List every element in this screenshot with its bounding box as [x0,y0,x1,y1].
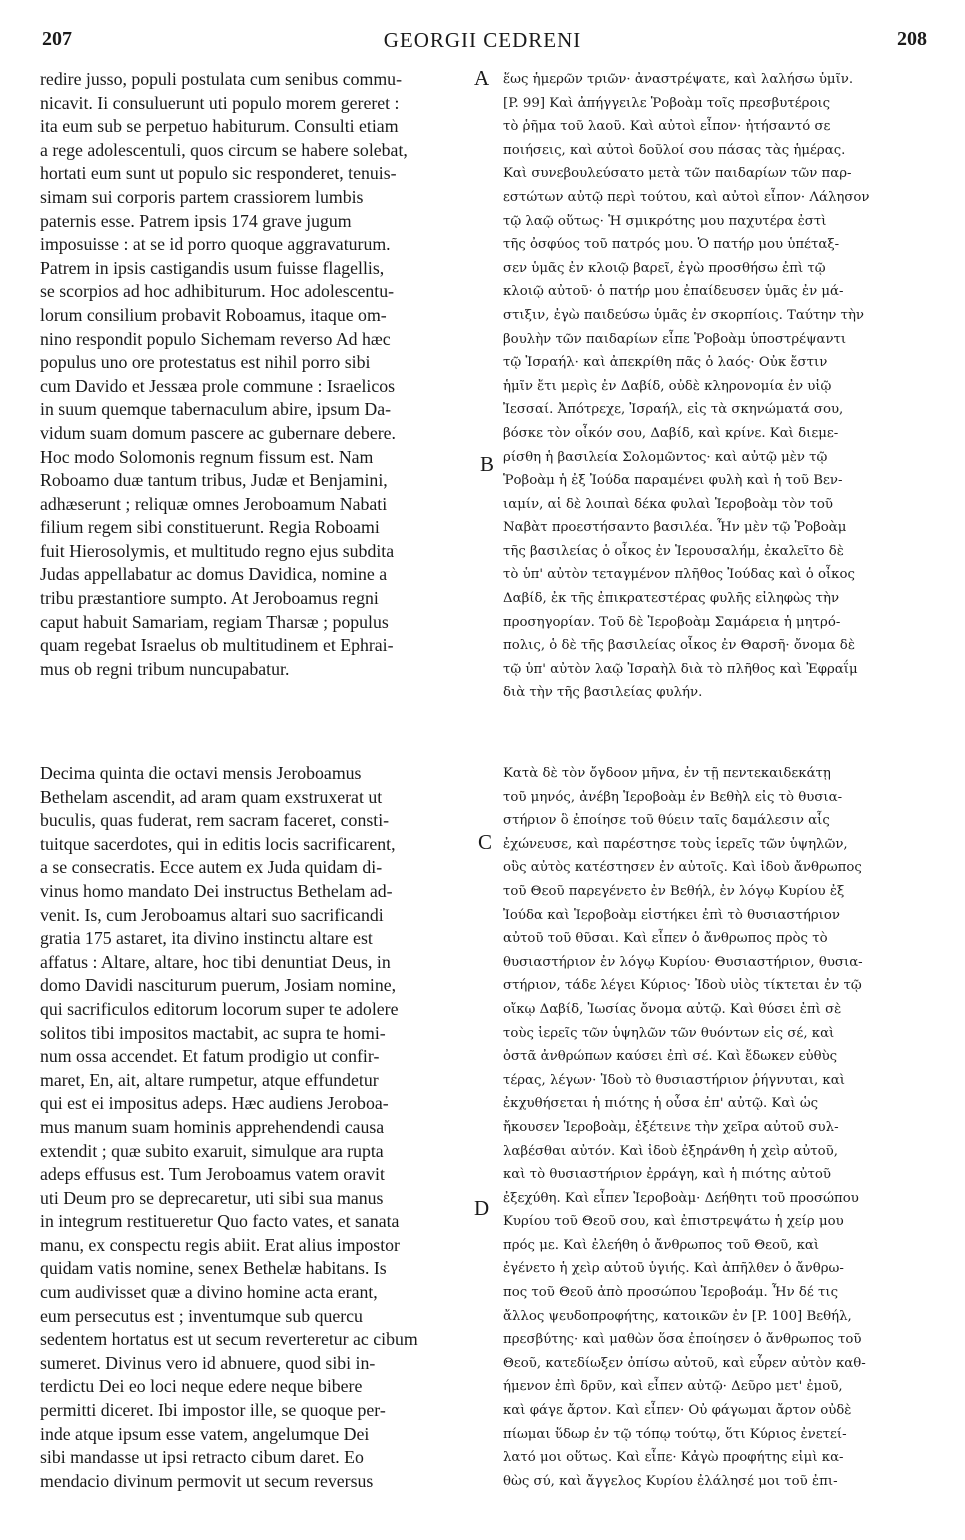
text-line: Ἰεσσαί. Ἀπότρεχε, Ἰσραήλ, εἰς τὰ σκηνώματά σου, [503,402,844,418]
text-line: τοῦ μηνός, ἀνέβη Ἱεροβοὰμ ἐν Βεθὴλ εἰς τὸ θυσια- [503,789,843,805]
text-line: σεν ὑμᾶς ἐν κλοιῷ βαρεῖ, ἐγὼ προσθήσω ἐπὶ τῷ [503,260,826,276]
text-line: τὸ ῥῆμα τοῦ λαοῦ. Καὶ αὐτοὶ εἶπον· ἠτήσαντό σε [503,119,831,135]
text-line: in integrum restitueretur Quo facto vates, et sanata [40,1211,400,1232]
text-line: populus uno ore protestatus est nihil porro sibi [40,352,371,373]
text-line: ήμενον ἐπὶ δρῦν, καὶ εἶπεν αὐτῷ· Δεῦρο μετ' ἐμοῦ, [503,1379,843,1395]
text-line: nino respondit populo Sichemam reverso Ad hæc [40,328,391,349]
text-line: manu, ex conspectu regis abiit. Erat alius impostor [40,1234,400,1255]
text-line: Patrem in ipsis castigandis usum fuisse flagellis, [40,257,385,278]
text-line: Δαβίδ, ἐκ τῆς ἐπικρατεστέρας φυλῆς εἰληφὼς τὴν [503,591,840,607]
text-line: διὰ τὴν τῆς βασιλείας φυλήν. [503,685,703,701]
text-line: adeps effusus est. Tum Jeroboamus vatem oravit [40,1164,385,1185]
text-line: πρός με. Καὶ ἐλεήθη ὁ ἄνθρωπος τοῦ Θεοῦ, καὶ [503,1237,820,1253]
text-line: Roboamo duæ tantum tribus, Judæ et Benjamini, [40,470,388,491]
text-line: paternis esse. Patrem ipsis 174 grave jugum [40,210,352,231]
text-line: uti Deum pro se deprecaretur, uti sibi sua manus [40,1187,384,1208]
text-line: qui est ei impositus adeps. Hæc audiens Jeroboa- [40,1093,389,1114]
text-line: τῷ λαῷ οὕτως· Ἡ σμικρότης μου παχυτέρα ἐστὶ [503,213,827,229]
text-line: ποιήσεις, καὶ αὐτοὶ δοῦλοί σου πάσας τὰς ἡμέρας. [503,142,846,158]
text-line: domo Davidi nasciturum puerum, Josiam nomine, [40,975,397,996]
text-line: πολις, ὁ δὲ τῆς βασιλείας οἶκος ἐν Θαρσῆ· ὄνομα δὲ [503,638,855,654]
text-line: gratia 175 astaret, ita divino instinctu altare est [40,928,373,949]
text-line: στήριον ὃ ἐποίησε τοῦ θύειν ταῖς δαμάλεσιν αἷς [503,813,830,829]
page-header [0,28,965,58]
text-line: inde atque ipsum esse vatem, angelumque Dei [40,1423,370,1444]
text-line: sumeret. Divinus vero id abnuere, quod sibi in- [40,1352,376,1373]
text-line: ita eum sub se perpetuo habiturum. Consulti etiam [40,116,399,137]
text-line: caput habuit Samariam, regiam Tharsæ ; populus [40,611,389,632]
text-line: ἐκχυθήσεται ἡ πιότης ἡ οὖσα ἐπ' αὐτῷ. Καὶ ὡς [503,1096,819,1112]
text-line: ἤκουσεν Ἱεροβοὰμ, ἐξέτεινε τὴν χεῖρα αὐτοῦ συλ- [503,1119,839,1135]
text-line: eum persecutus est ; inventumque sub quercu [40,1305,363,1326]
text-line: a se consecratis. Ecce autem ex Juda quidam di- [40,857,383,878]
text-line: ἐγένετο ἡ χεὶρ αὐτοῦ ὑγιής. Καὶ ἀπῆλθεν ὁ ἄνθρω- [503,1261,844,1277]
right-page-number: 208 [897,28,927,50]
text-line: Ῥοβοὰμ ἡ ἐξ Ἰούδα παραμένει φυλὴ καὶ ἡ τοῦ Βεν- [503,473,843,489]
text-line: τοῦ Θεοῦ παρεγένετο ἐν Βεθήλ, ἐν λόγῳ Κυρίου ἐξ [503,883,845,899]
text-line: a rege adolescentuli, quos circum se habere solebat, [40,139,408,160]
text-line: nicavit. Ii consuluerunt uti populo morem gereret : [40,92,400,113]
text-line: ἄλλος ψευδοπροφήτης, κατοικῶν ἐν [P. 100] Βεθήλ, [503,1308,852,1324]
text-line: αὐτοῦ τοῦ θῦσαι. Καὶ εἶπεν ὁ ἄνθρωπος πρὸς τὸ [503,931,828,947]
text-line: ἐξεχύθη. Καὶ εἶπεν Ἱεροβοὰμ· Δεήθητι τοῦ προσώπου [503,1190,859,1206]
text-line: λατό μοι οὕτως. Καὶ εἶπε· Κἀγὼ προφήτης εἰμὶ κα- [503,1450,844,1466]
text-line: πρεσβύτης· καὶ μαθὼν ὅσα ἐποίησεν ὁ ἄνθρωπος τοῦ [503,1332,862,1348]
text-line: τῆς βασιλείας ὁ οἶκος ἐν Ἱερουσαλήμ, ἐκαλεῖτο δὲ [503,543,844,559]
text-line: quidam vatis nomine, senex Bethelæ habitans. Is [40,1258,387,1279]
text-line: βουλὴν τῶν παιδαρίων εἶπε Ῥοβοὰμ ὑποστρέψαντι [503,331,847,347]
text-line: πος τοῦ Θεοῦ ἀπὸ προσώπου Ἱεροβοάμ. Ἦν δέ τις [503,1285,839,1301]
text-line: solitos tibi impositos mactabit, ac supra te homi- [40,1022,386,1043]
margin-letter-c: C [478,830,493,854]
text-line: cum audivisset quæ a divino homine acta erant, [40,1282,378,1303]
text-line: πίωμαι ὕδωρ ἐν τῷ τόπῳ τούτῳ, ὅτι Κύριος ἐνετεί- [503,1426,847,1442]
text-line: Κατὰ δὲ τὸν ὄγδοον μῆνα, ἐν τῇ πεντεκαιδεκάτῃ [503,766,831,781]
text-line: στιξιν, ἐγὼ παιδεύσω ὑμᾶς ἐν σκορπίοις. Ταύτην τὴν [503,307,865,323]
text-line: se scorpios ad hoc adhibiturum. Hoc adolescentu- [40,281,395,302]
text-line: [P. 99] Καὶ ἀπήγγειλε Ῥοβοὰμ τοῖς πρεσβυτέροις [503,95,831,111]
text-line: κλοιῷ αὐτοῦ· ὁ πατήρ μου ἐπαίδευσεν ὑμᾶς ἐν μά- [503,284,844,300]
text-line: ὀστᾶ ἀνθρώπων καύσει ἐπὶ σέ. Καὶ ἔδωκεν εὐθὺς [503,1049,838,1065]
text-line: num ossa accendet. Et fatum prodigio ut confir- [40,1046,380,1067]
text-line: extendit ; quæ subito exaruit, simulque ara rupta [40,1140,384,1161]
text-line: hortati eum sunt ut populo sic responderet, tenuis- [40,163,397,184]
text-line: προσηγορίαν. Τοῦ δὲ Ἱεροβοὰμ Σαμάρεια ἡ μητρό- [503,614,841,630]
text-line: mendacio divinum permovit ut secum reversus [40,1470,374,1491]
text-line: sibi mandasse ut ipsi retracto cibum daret. Eo [40,1447,364,1468]
text-line: redire jusso, populi postulata cum senibus commu- [40,69,402,89]
text-line: simam sui corporis partem crassiorem lumbis [40,186,364,207]
greek-column-top [503,68,931,705]
text-line: qui sacrificulos editorum locorum super te adolere [40,998,399,1019]
running-title: GEORGII CEDRENI [383,28,582,52]
text-line: ἐχώνευσε, καὶ παρέστησε τοὺς ἱερεῖς τῶν ὑψηλῶν, [503,836,848,852]
text-line: ρίσθη ἡ βασιλεία Σολομῶντος· καὶ αὐτῷ μὲν τῷ [503,449,828,465]
text-line: ιαμίν, αἱ δὲ λοιπαὶ δέκα φυλαὶ Ἱεροβοὰμ τὸν τοῦ [503,496,834,512]
text-line: θυσιαστήριον ἐν λόγῳ Κυρίου· Θυσιαστήριον, θυσια- [503,954,863,970]
text-line: permitti diceret. Ibi impostor ille, se quoque per- [40,1400,386,1421]
latin-column-bottom [40,762,470,1493]
text-line: λαβέσθαι αὐτόν. Καὶ ἰδοὺ ἐξηράνθη ἡ χεὶρ αὐτοῦ, [503,1143,838,1159]
text-line: τοὺς ἱερεῖς τῶν ὑψηλῶν τῶν θυόντων εἰς σέ, καὶ [503,1025,835,1041]
text-line: εστώτων αὐτῷ περὶ τούτου, καὶ αὐτοὶ εἶπον· Λάλησον [503,189,870,205]
text-line: καὶ τὸ θυσιαστήριον ἐρράγη, καὶ ἡ πιότης αὐτοῦ [503,1167,831,1183]
left-page-number: 207 [42,28,72,50]
text-line: vinus homo mandato Dei instructus Bethelam ad- [40,880,393,901]
text-line: mus manum suam hominis apprehendendi causa [40,1116,385,1137]
text-line: venit. Is, cum Jeroboamus altari suo sacrificandi [40,904,384,925]
text-line: καὶ φάγε ἄρτον. Καὶ εἶπεν· Οὐ φάγωμαι ἄρτον οὐδὲ [503,1403,852,1419]
text-line: οἴκῳ Δαβίδ, Ἰωσίας ὄνομα αὐτῷ. Καὶ θύσει ἐπὶ σὲ [503,1001,842,1017]
text-line: Decima quinta die octavi mensis Jeroboamus [40,763,362,783]
text-line: Judas appellabatur ac domus Davidica, nomine a [40,564,388,585]
text-line: buculis, quas fuderat, rem sacram faceret, consti- [40,810,390,831]
text-line: Καὶ συνεβουλεύσατο μετὰ τῶν παιδαρίων τῶν παρ- [503,166,852,182]
text-line: lorum consilium probavit Roboamus, itaque om- [40,304,387,325]
text-line: quam regebat Israelus ob multitudinem et Ephrai- [40,635,394,656]
text-line: imposuisse : at se id porro quoque aggravaturum. [40,234,391,255]
margin-letter-b: B [480,452,495,476]
text-line: Θεοῦ, κατεδίωξεν ὀπίσω αὐτοῦ, καὶ εὗρεν αὐτὸν καθ- [503,1355,866,1371]
text-line: στήριον, τάδε λέγει Κύριος· Ἰδοὺ υἱὸς τίκτεται ἐν τῷ [503,978,862,994]
text-line: τῷ Ἰσραήλ· καὶ ἀπεκρίθη πᾶς ὁ λαός· Οὐκ ἔστιν [503,355,828,371]
greek-column-bottom [503,762,931,1493]
text-line: τῆς ὀσφύος τοῦ πατρός μου. Ὁ πατήρ μου ὑπέταξ- [503,237,840,253]
text-line: maret, En, ait, altare rumpetur, atque effundetur [40,1069,379,1090]
margin-letter-d: D [474,1196,490,1220]
text-line: Hoc modo Solomonis regnum fissum est. Nam [40,446,374,467]
text-line: filium regem sibi constituerunt. Regia Roboami [40,517,380,538]
text-line: cum Davido et Jessæa prole commune : Israelicos [40,375,396,396]
text-line: βόσκε τὸν οἶκόν σου, Δαβίδ, καὶ κρίνε. Καὶ διεμε- [503,425,839,441]
text-line: Ναβὰτ προεστήσαντο βασιλέα. Ἦν μὲν τῷ Ῥοβοὰμ [503,520,847,536]
latin-column-top [40,68,470,681]
text-line: ἡμῖν ἔτι μερὶς ἐν Δαβίδ, οὐδὲ κληρονομία ἐν υἱῷ [503,378,832,394]
text-line: τὸ ὑπ' αὐτὸν τεταγμένον πλῆθος Ἰούδας καὶ ὁ οἶκος [503,567,855,583]
text-line: Bethelam ascendit, ad aram quam exstruxerat ut [40,786,383,807]
text-line: affatus : Altare, altare, hoc tibi denuntiat Deus, in [40,951,391,972]
text-line: ἕως ἡμερῶν τριῶν· ἀναστρέψατε, καὶ λαλήσω ὑμῖν. [503,72,854,87]
text-line: in suum quemque tabernaculum abire, ipsum Da- [40,399,392,420]
text-line: fuit Hierosolymis, et multitudo regno ejus subdita [40,540,395,561]
text-line: mus ob regni tribum nuncupabatur. [40,658,290,679]
text-line: τέρας, λέγων· Ἰδοὺ τὸ θυσιαστήριον ῥήγνυται, καὶ [503,1072,845,1088]
text-line: adhæserunt ; reliquæ omnes Jeroboamum Nabati [40,493,388,514]
text-line: terdictu Dei eo loci neque edere neque bibere [40,1376,363,1397]
text-line: sedentem hortatus est ut secum reverteretur ac cibum [40,1329,418,1350]
text-line: θὼς σύ, καὶ ἄγγελος Κυρίου ἐλάλησέ μοι τοῦ ἐπι- [503,1473,838,1489]
text-line: Ἰούδα καὶ Ἱεροβοὰμ εἱστήκει ἐπὶ τὸ θυσιαστήριον [503,907,840,923]
text-line: tribu præstantiore sumpto. At Jeroboamus regni [40,588,379,609]
text-line: τῷ ὑπ' αὐτὸν λαῷ Ἰσραὴλ διὰ τὸ πλῆθος καὶ Ἐφραΐμ [503,661,858,677]
margin-letter-a: A [474,66,490,90]
text-line: Κυρίου τοῦ Θεοῦ σου, καὶ ἐπιστρεψάτω ἡ χείρ μου [503,1214,844,1230]
text-line: οὓς αὐτὸς κατέστησεν ἐν αὐτοῖς. Καὶ ἰδοὺ ἄνθρωπος [503,860,862,876]
text-line: vidum suam domum pascere ac gubernare debere. [40,422,396,443]
text-line: tuitque sacerdotes, qui in editis locis sacrificarent, [40,833,396,854]
